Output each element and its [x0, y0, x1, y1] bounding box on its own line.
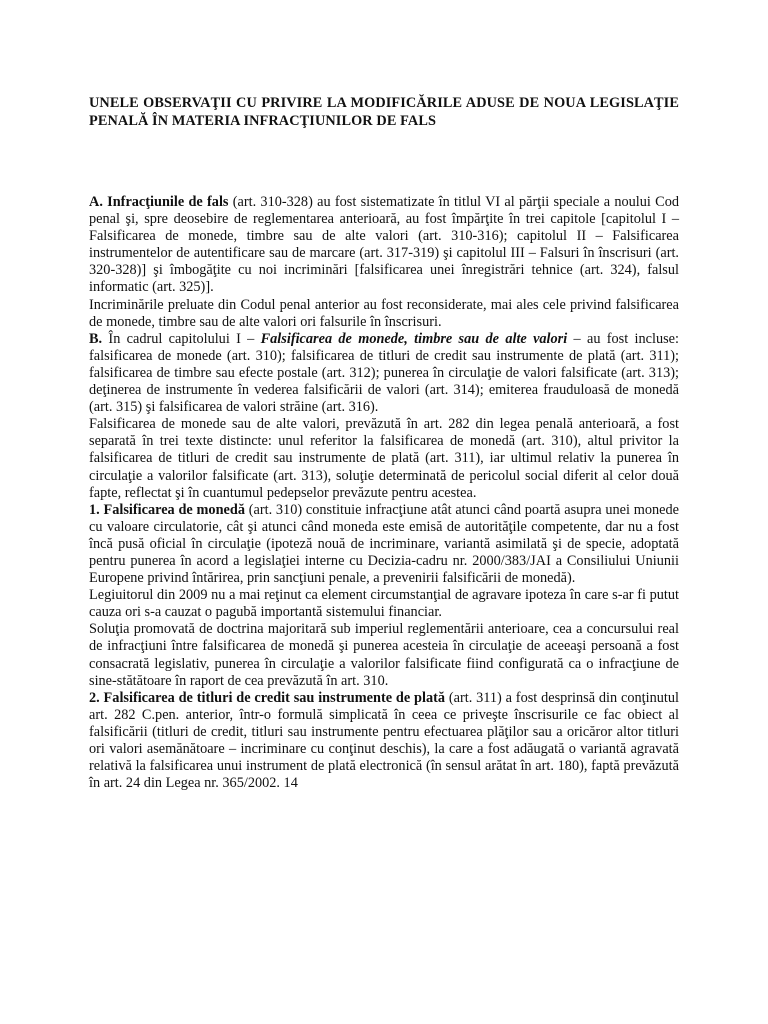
paragraph-lead: 1. Falsificarea de monedă [89, 501, 245, 518]
paragraph-2 [89, 690, 679, 793]
paragraph-b [89, 331, 679, 416]
paragraph-a [89, 194, 679, 297]
paragraph-solutia [89, 621, 679, 689]
paragraph-lead: B. [89, 330, 103, 347]
paragraph-1 [89, 502, 679, 587]
paragraph-text: (art. 310) constituie infracţiune atât atunci când poartă asupra unei monede cu valoare circulatorie, cât şi atunci când moneda este emisă de autorităţile competente, dar nu a fost încă pusă oficial în circulaţie (ipoteză nouă de incriminare, variantă asimilată şi de specie, adoptată pentru punerea în acord a legislaţiei interne cu Decizia-cadru nr. 2000/383/JAI a Consiliului Uniunii Europene privind întărirea, prin sancţiuni penale, a prevenirii falsificării de monedă). [89, 501, 679, 587]
paragraph-lead: A. Infracţiunile de fals [89, 194, 229, 210]
paragraph-lead: 2. Falsificarea de titluri de credit sau instrumente de plată [89, 689, 446, 706]
document-title: UNELE OBSERVAŢII CU PRIVIRE LA MODIFICĂRILE ADUSE DE NOUA LEGISLAŢIE PENALĂ ÎN MATERIA INFRACŢIUNILOR DE FALS [89, 95, 679, 129]
paragraph-text: Soluţia promovată de doctrina majoritară sub imperiul reglementării anterioare, cea a concursului real de infracţiuni între falsificarea de monedă şi punerea acesteia în circulaţie de aceeaşi persoană a fost consacrată legislativ, punerea în circulaţie a valorilor falsificate fiind configurată ca o infracţiune de sine-stătătoare în raport de cea prevăzută în art. 310. [89, 621, 679, 689]
paragraph-text: (art. 311) a fost desprinsă din conţinutul art. 282 C.pen. anterior, într-o formulă simplicată în ceea ce priveşte înscrisurile ce fac obiect al falsificării (titluri de credit, titluri sau instrumente pentru efectuarea plăţilor sau a oricăror altor titluri ori valori asemănătoare – incriminare cu conţinut deschis), la care a fost adăugată o variantă agravată relativă la falsificarea unui instrument de plată electronică (în sensul arătat în art. 180), faptă prevăzută în art. 24 din Legea nr. 365/2002. 14 [89, 689, 679, 792]
paragraph-emphasis: Falsificarea de monede, timbre sau de alte valori [260, 330, 568, 347]
paragraph-text: Incriminările preluate din Codul penal anterior au fost reconsiderate, mai ales cele privind falsificarea de monede, timbre sau de alte valori ori falsurile în înscrisuri. [89, 296, 679, 330]
document-page [89, 94, 679, 792]
paragraph-text: Falsificarea de monede sau de alte valori, prevăzută în art. 282 din legea penală anterioară, a fost separată în trei texte distincte: unul referitor la falsificarea de monedă (art. 310), altul privitor la falsificarea de titluri de credit sau instrumente de plată (art. 311), iar ultimul relativ la punerea în circulaţie a valorilor falsificate (art. 313), soluţie determinată de pericolul social diferit al celor două fapte, reflectat şi în cuantumul pedepselor prevăzute pentru acestea. [89, 416, 679, 501]
document-body [89, 194, 679, 792]
paragraph-mid: În cadrul capitolului I – [102, 330, 261, 347]
paragraph-incriminari [89, 297, 679, 331]
paragraph-text: Legiuitorul din 2009 nu a mai reţinut ca element circumstanţial de agravare ipoteza în care s-ar fi putut cauza ori s-a cauzat o pagubă importantă sistemului financiar. [89, 587, 679, 621]
paragraph-text: (art. 310-328) au fost sistematizate în titlul VI al părţii speciale a noului Cod penal şi, spre deosebire de reglementarea anterioară, au fost împărţite în trei capitole [capitolul I – Falsificarea de monede, timbre sau de alte valori (art. 310-316); capitolul II – Falsificarea instrumentelor de autentificare sau de marcare (art. 317-319) şi capitolul III – Falsuri în înscrisuri (art. 320-328)] şi îmbogăţite cu noi incriminări [falsificarea unei înregistrări tehnice (art. 324), falsul informatic (art. 325)]. [89, 194, 679, 296]
paragraph-falsificarea-monede [89, 416, 679, 501]
paragraph-legiuitorul [89, 587, 679, 621]
paragraph-text: – au fost incluse: falsificarea de monede (art. 310); falsificarea de titluri de credit sau instrumente de plată (art. 311); falsificarea de timbre sau efecte postale (art. 312); punerea în circulaţie de valori falsificate (art. 313); deţinerea de instrumente în vederea falsificării de valori (art. 314); emiterea frauduloasă de monedă (art. 315) şi falsificarea de valori străine (art. 316). [89, 330, 679, 416]
